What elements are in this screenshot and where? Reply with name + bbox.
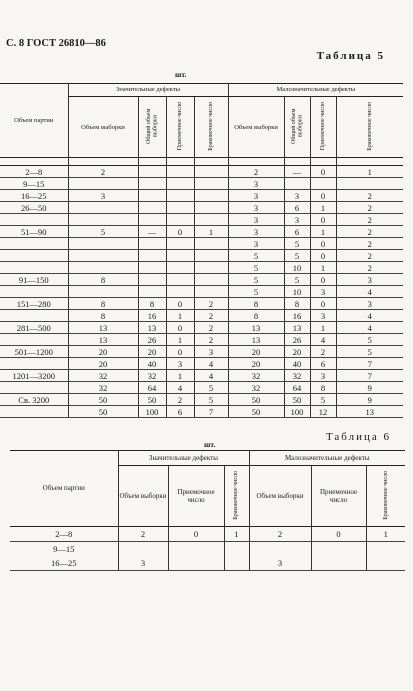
cell-r2: 7 <box>336 370 403 382</box>
cell-lot: 151—280 <box>0 298 68 310</box>
cell-a1 <box>166 250 194 262</box>
cell-s2: 3 <box>228 214 284 226</box>
table-row <box>0 298 403 310</box>
cell-lot: 26—50 <box>0 202 68 214</box>
cell-t1 <box>138 202 166 214</box>
cell-s1: 2 <box>68 166 138 178</box>
cell-t1 <box>138 190 166 202</box>
cell-a1 <box>166 214 194 226</box>
table-row <box>0 358 403 370</box>
cell-a2: 0 <box>310 166 336 178</box>
cell-s2: 2 <box>249 527 311 542</box>
group-significant-header: Значительные дефекты <box>68 84 228 97</box>
cell-lot <box>0 286 68 298</box>
cell-t2: 6 <box>284 202 310 214</box>
cell-r2: 5 <box>336 334 403 346</box>
cell-r2: 2 <box>336 238 403 250</box>
cell-s1: 13 <box>68 322 138 334</box>
cell-a2: 5 <box>310 394 336 406</box>
cell-s1: 3 <box>118 556 168 571</box>
cell-a1: 0 <box>166 226 194 238</box>
cell-s2: 20 <box>228 346 284 358</box>
cell-r1: 3 <box>194 346 228 358</box>
cell-lot: 91—150 <box>0 274 68 286</box>
cell-a2: 1 <box>310 322 336 334</box>
cell-t2 <box>284 178 310 190</box>
cell-s1 <box>68 286 138 298</box>
cell-t1 <box>138 214 166 226</box>
cell-lot <box>0 406 68 418</box>
cell-a2 <box>311 556 366 571</box>
cell-s1: 8 <box>68 298 138 310</box>
cell-s2: 5 <box>228 286 284 298</box>
cell-t2: 13 <box>284 322 310 334</box>
cell-a2 <box>311 542 366 557</box>
cell-t2: 5 <box>284 274 310 286</box>
table-row <box>0 202 403 214</box>
cell-t2: 3 <box>284 190 310 202</box>
cell-t1: — <box>138 226 166 238</box>
table-row <box>0 394 403 406</box>
cell-s2: 3 <box>228 238 284 250</box>
col-accept-2: Приемочное число <box>319 101 326 151</box>
cell-t1 <box>138 286 166 298</box>
cell-r2: 2 <box>336 190 403 202</box>
cell-r2 <box>366 542 405 557</box>
cell-a1 <box>166 178 194 190</box>
table-row <box>0 166 403 178</box>
cell-t2: 20 <box>284 346 310 358</box>
cell-r1 <box>194 166 228 178</box>
cell-s1: 50 <box>68 406 138 418</box>
cell-t1 <box>138 262 166 274</box>
cell-s2: 3 <box>228 226 284 238</box>
cell-t1 <box>138 238 166 250</box>
cell-s2: 5 <box>228 262 284 274</box>
table-row <box>0 262 403 274</box>
cell-lot <box>0 310 68 322</box>
cell-a2: 3 <box>310 286 336 298</box>
cell-s1 <box>68 250 138 262</box>
cell-s1 <box>68 262 138 274</box>
cell-a1 <box>166 262 194 274</box>
cell-s1: 8 <box>68 274 138 286</box>
cell-t2: 5 <box>284 238 310 250</box>
cell-s2: 5 <box>228 274 284 286</box>
cell-t2: 8 <box>284 298 310 310</box>
cell-s1: 20 <box>68 358 138 370</box>
cell-t2: 6 <box>284 226 310 238</box>
cell-lot <box>0 382 68 394</box>
table-row <box>10 542 405 557</box>
table6 <box>10 450 405 571</box>
cell-a2: 0 <box>310 298 336 310</box>
table5-unit: шт. <box>175 70 187 79</box>
cell-s2: 20 <box>228 358 284 370</box>
cell-t1: 64 <box>138 382 166 394</box>
table-row <box>0 406 403 418</box>
cell-a1 <box>166 202 194 214</box>
cell-t1 <box>138 274 166 286</box>
cell-a2: 4 <box>310 334 336 346</box>
cell-r2: 7 <box>336 358 403 370</box>
cell-t1: 100 <box>138 406 166 418</box>
cell-s2: 32 <box>228 382 284 394</box>
table-row <box>0 322 403 334</box>
t6-col-reject-1: Браковочное число <box>233 470 240 520</box>
cell-r2: 4 <box>336 310 403 322</box>
cell-s2: 8 <box>228 310 284 322</box>
cell-lot <box>0 250 68 262</box>
cell-a1: 2 <box>166 394 194 406</box>
cell-t1: 32 <box>138 370 166 382</box>
cell-s1: 2 <box>118 527 168 542</box>
cell-r1: 7 <box>194 406 228 418</box>
cell-s2: 50 <box>228 394 284 406</box>
cell-a1: 3 <box>166 358 194 370</box>
cell-a1: 0 <box>166 322 194 334</box>
cell-t2: 40 <box>284 358 310 370</box>
cell-r1: 2 <box>194 334 228 346</box>
table6-title: Таблица 6 <box>325 431 391 443</box>
cell-r1 <box>194 178 228 190</box>
cell-s1 <box>68 202 138 214</box>
cell-r2: 3 <box>336 298 403 310</box>
table-row <box>0 190 403 202</box>
cell-r2 <box>336 178 403 190</box>
cell-a1 <box>166 286 194 298</box>
cell-a1: 0 <box>166 298 194 310</box>
cell-t2: 26 <box>284 334 310 346</box>
cell-t2: 3 <box>284 214 310 226</box>
cell-t2: — <box>284 166 310 178</box>
table-row <box>0 250 403 262</box>
cell-lot: 2—8 <box>10 527 118 542</box>
cell-a2: 3 <box>310 310 336 322</box>
cell-r2 <box>366 556 405 571</box>
cell-s2: 50 <box>228 406 284 418</box>
cell-t1: 16 <box>138 310 166 322</box>
cell-r1: 1 <box>194 226 228 238</box>
cell-r1: 2 <box>194 298 228 310</box>
table-row <box>0 238 403 250</box>
t6-col-lot-size-header: Объем партии <box>10 451 118 527</box>
cell-a1: 1 <box>166 370 194 382</box>
cell-s1 <box>118 542 168 557</box>
table-row <box>10 556 405 571</box>
table-row <box>0 370 403 382</box>
cell-lot <box>0 214 68 226</box>
cell-a2: 0 <box>310 214 336 226</box>
cell-r2: 3 <box>336 274 403 286</box>
cell-a2: 1 <box>310 226 336 238</box>
table-row <box>0 346 403 358</box>
cell-r2: 2 <box>336 226 403 238</box>
cell-t2: 64 <box>284 382 310 394</box>
cell-r2: 13 <box>336 406 403 418</box>
table-row <box>0 334 403 346</box>
cell-a1: 0 <box>168 527 224 542</box>
cell-a1 <box>168 556 224 571</box>
table-row <box>0 286 403 298</box>
cell-s2: 13 <box>228 334 284 346</box>
cell-lot <box>0 262 68 274</box>
t6-col-accept-1: Приемочное число <box>168 466 224 527</box>
cell-s1 <box>68 238 138 250</box>
table5-title: Таблица 5 <box>316 50 385 62</box>
cell-a1 <box>166 166 194 178</box>
cell-a2: 0 <box>310 190 336 202</box>
page-header: С. 8 ГОСТ 26810—86 <box>6 38 106 49</box>
cell-r1: 1 <box>224 527 249 542</box>
table-row <box>0 310 403 322</box>
table-row <box>0 214 403 226</box>
cell-r1 <box>194 238 228 250</box>
cell-t2: 100 <box>284 406 310 418</box>
cell-lot: 16—25 <box>10 556 118 571</box>
cell-lot: 9—15 <box>0 178 68 190</box>
cell-s1: 3 <box>68 190 138 202</box>
cell-lot: 2—8 <box>0 166 68 178</box>
cell-t2: 5 <box>284 250 310 262</box>
cell-t2: 32 <box>284 370 310 382</box>
table5 <box>0 83 403 418</box>
cell-a2: 6 <box>310 358 336 370</box>
cell-a2: 8 <box>310 382 336 394</box>
cell-a2: 0 <box>310 250 336 262</box>
col-total-2: Общий объем выборки <box>290 108 304 144</box>
cell-t1: 26 <box>138 334 166 346</box>
cell-a2 <box>310 178 336 190</box>
cell-a2: 0 <box>310 274 336 286</box>
cell-s2: 32 <box>228 370 284 382</box>
table6-unit: шт. <box>204 440 216 449</box>
cell-r2: 2 <box>336 262 403 274</box>
cell-lot <box>0 358 68 370</box>
cell-r1 <box>194 286 228 298</box>
table-row <box>0 274 403 286</box>
cell-t2: 10 <box>284 286 310 298</box>
cell-s2: 3 <box>228 190 284 202</box>
cell-r1 <box>224 542 249 557</box>
cell-t1 <box>138 250 166 262</box>
cell-lot: 51—90 <box>0 226 68 238</box>
cell-s2: 2 <box>228 166 284 178</box>
cell-lot <box>0 238 68 250</box>
cell-lot: 9—15 <box>53 544 75 554</box>
cell-lot: 16—25 <box>0 190 68 202</box>
cell-t1 <box>138 166 166 178</box>
cell-t1: 8 <box>138 298 166 310</box>
cell-a2: 12 <box>310 406 336 418</box>
t6-col-sample-2: Объем выборки <box>249 466 311 527</box>
cell-a2: 1 <box>310 202 336 214</box>
cell-r1 <box>194 250 228 262</box>
cell-t1: 20 <box>138 346 166 358</box>
cell-a1 <box>166 238 194 250</box>
group-minor-header: Малозначительные дефекты <box>228 84 403 97</box>
cell-r2: 1 <box>366 527 405 542</box>
cell-s2: 3 <box>228 178 284 190</box>
cell-s2 <box>249 542 311 557</box>
cell-s1: 5 <box>68 226 138 238</box>
cell-lot: Св. 3200 <box>0 394 68 406</box>
cell-lot: 501—1200 <box>0 346 68 358</box>
cell-r1 <box>194 214 228 226</box>
col-reject-2: Браковочное число <box>366 101 373 151</box>
table-row <box>0 178 403 190</box>
cell-a1: 6 <box>166 406 194 418</box>
cell-r2: 2 <box>336 202 403 214</box>
t6-col-reject-2: Браковочное число <box>382 470 389 520</box>
cell-r2: 9 <box>336 382 403 394</box>
cell-s1: 32 <box>68 382 138 394</box>
cell-s1: 50 <box>68 394 138 406</box>
cell-t2: 10 <box>284 262 310 274</box>
cell-s1: 8 <box>68 310 138 322</box>
cell-s2: 5 <box>228 250 284 262</box>
cell-t1 <box>138 178 166 190</box>
t6-group-significant-header: Значительные дефекты <box>118 451 249 466</box>
cell-t1: 40 <box>138 358 166 370</box>
cell-r2: 2 <box>336 214 403 226</box>
cell-a2: 1 <box>310 262 336 274</box>
cell-lot <box>0 334 68 346</box>
cell-a1 <box>166 190 194 202</box>
cell-r1: 4 <box>194 370 228 382</box>
cell-a1: 1 <box>166 334 194 346</box>
cell-s1 <box>68 214 138 226</box>
cell-t2: 50 <box>284 394 310 406</box>
cell-r1 <box>194 190 228 202</box>
cell-r1: 4 <box>194 358 228 370</box>
col-total-1: Общий объем выборки <box>145 108 158 144</box>
cell-r2: 9 <box>336 394 403 406</box>
cell-t1: 13 <box>138 322 166 334</box>
cell-r1 <box>194 274 228 286</box>
cell-s1: 32 <box>68 370 138 382</box>
cell-t1: 50 <box>138 394 166 406</box>
cell-lot: 1201—3200 <box>0 370 68 382</box>
cell-a1: 0 <box>166 346 194 358</box>
col-sample-2: Объем выборки <box>228 97 284 158</box>
cell-r1 <box>224 556 249 571</box>
cell-a2: 3 <box>310 370 336 382</box>
cell-r2: 4 <box>336 322 403 334</box>
cell-r1: 2 <box>194 310 228 322</box>
cell-a2: 2 <box>310 346 336 358</box>
cell-a1: 4 <box>166 382 194 394</box>
cell-s2: 3 <box>249 556 311 571</box>
cell-r2: 5 <box>336 346 403 358</box>
cell-a1 <box>166 274 194 286</box>
col-accept-1: Приемочное число <box>176 101 183 151</box>
cell-r2: 1 <box>336 166 403 178</box>
cell-s1: 20 <box>68 346 138 358</box>
cell-t2: 16 <box>284 310 310 322</box>
t6-group-minor-header: Малозначительные дефекты <box>249 451 405 466</box>
t6-col-sample-1: Объем выборки <box>118 466 168 527</box>
cell-a1: 1 <box>166 310 194 322</box>
col-sample-1: Объем выборки <box>68 97 138 158</box>
cell-a2: 0 <box>311 527 366 542</box>
table-row <box>0 226 403 238</box>
cell-s2: 13 <box>228 322 284 334</box>
cell-s2: 8 <box>228 298 284 310</box>
cell-r1: 5 <box>194 394 228 406</box>
cell-a2: 0 <box>310 238 336 250</box>
cell-a1 <box>168 542 224 557</box>
cell-r2: 4 <box>336 286 403 298</box>
col-reject-1: Браковочное число <box>207 101 214 151</box>
col-lot-size-header: Объем партии <box>0 84 68 158</box>
cell-r2: 2 <box>336 250 403 262</box>
cell-lot: 281—500 <box>0 322 68 334</box>
table-row <box>10 527 405 542</box>
cell-r1: 5 <box>194 382 228 394</box>
cell-s1 <box>68 178 138 190</box>
cell-r1 <box>194 202 228 214</box>
cell-r1: 2 <box>194 322 228 334</box>
table-row <box>0 382 403 394</box>
cell-s1: 13 <box>68 334 138 346</box>
cell-s2: 3 <box>228 202 284 214</box>
cell-r1 <box>194 262 228 274</box>
t6-col-accept-2: Приемочное число <box>311 466 366 527</box>
